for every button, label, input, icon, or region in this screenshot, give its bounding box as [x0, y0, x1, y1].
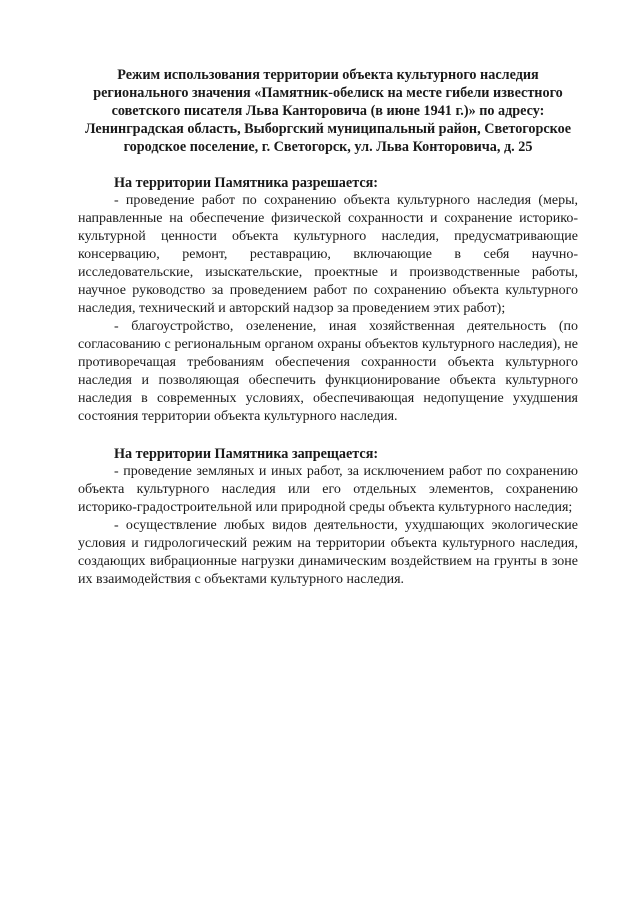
- spacer: [78, 426, 578, 445]
- prohibited-item: - осуществление любых видов деятельности, ухудшающих экологические условия и гидрологический режим на территории объекта культурного наследия, создающих вибрационные нагрузки динамическим воздействием на грунты в зоне их взаимодействия с объектами культурного наследия.: [78, 518, 578, 587]
- allowed-item: - благоустройство, озеленение, иная хозяйственная деятельность (по согласованию с региональным органом охраны объектов культурного наследия), не противоречащая требованиям обеспечения сохранности объекта культурного наследия и позволяющая обеспечить функционирование объекта культурного наследия в современных условиях, обеспечивающая недопущение ухудшения состояния территории объекта культурного наследия.: [78, 319, 578, 424]
- allowed-heading: На территории Памятника разрешается:: [114, 175, 379, 191]
- allowed-item: - проведение работ по сохранению объекта культурного наследия (меры, направленные на обеспечение физической сохранности и сохранение историко-культурной ценности объекта культурного наследия, предусматривающие консервацию, ремонт, реставрацию, включающие в себя научно-исследовательские, изыскательские, проектные и производственные работы, научное руководство за проведением работ по сохранению объекта культурного наследия, технический и авторский надзор за проведением этих работ);: [78, 193, 578, 316]
- prohibited-item: - проведение земляных и иных работ, за исключением работ по сохранению объекта культурного наследия или его отдельных элементов, сохранению историко-градостроительной или природной среды объекта культурного наследия;: [78, 464, 578, 515]
- allowed-section: [78, 174, 578, 426]
- spacer: [78, 156, 578, 174]
- document-page: [78, 66, 578, 589]
- prohibited-heading: На территории Памятника запрещается:: [114, 446, 379, 462]
- document-title: Режим использования территории объекта культурного наследия регионального значения «Памятник-обелиск на месте гибели известного советского писателя Льва Канторовича (в июне 1941 г.)» по адресу: Ленинградская область, Выборгский муниципальный район, Светогорское городское поселение, г. Светогорск, ул. Льва Конторовича, д. 25: [84, 67, 572, 155]
- prohibited-section: [78, 445, 578, 589]
